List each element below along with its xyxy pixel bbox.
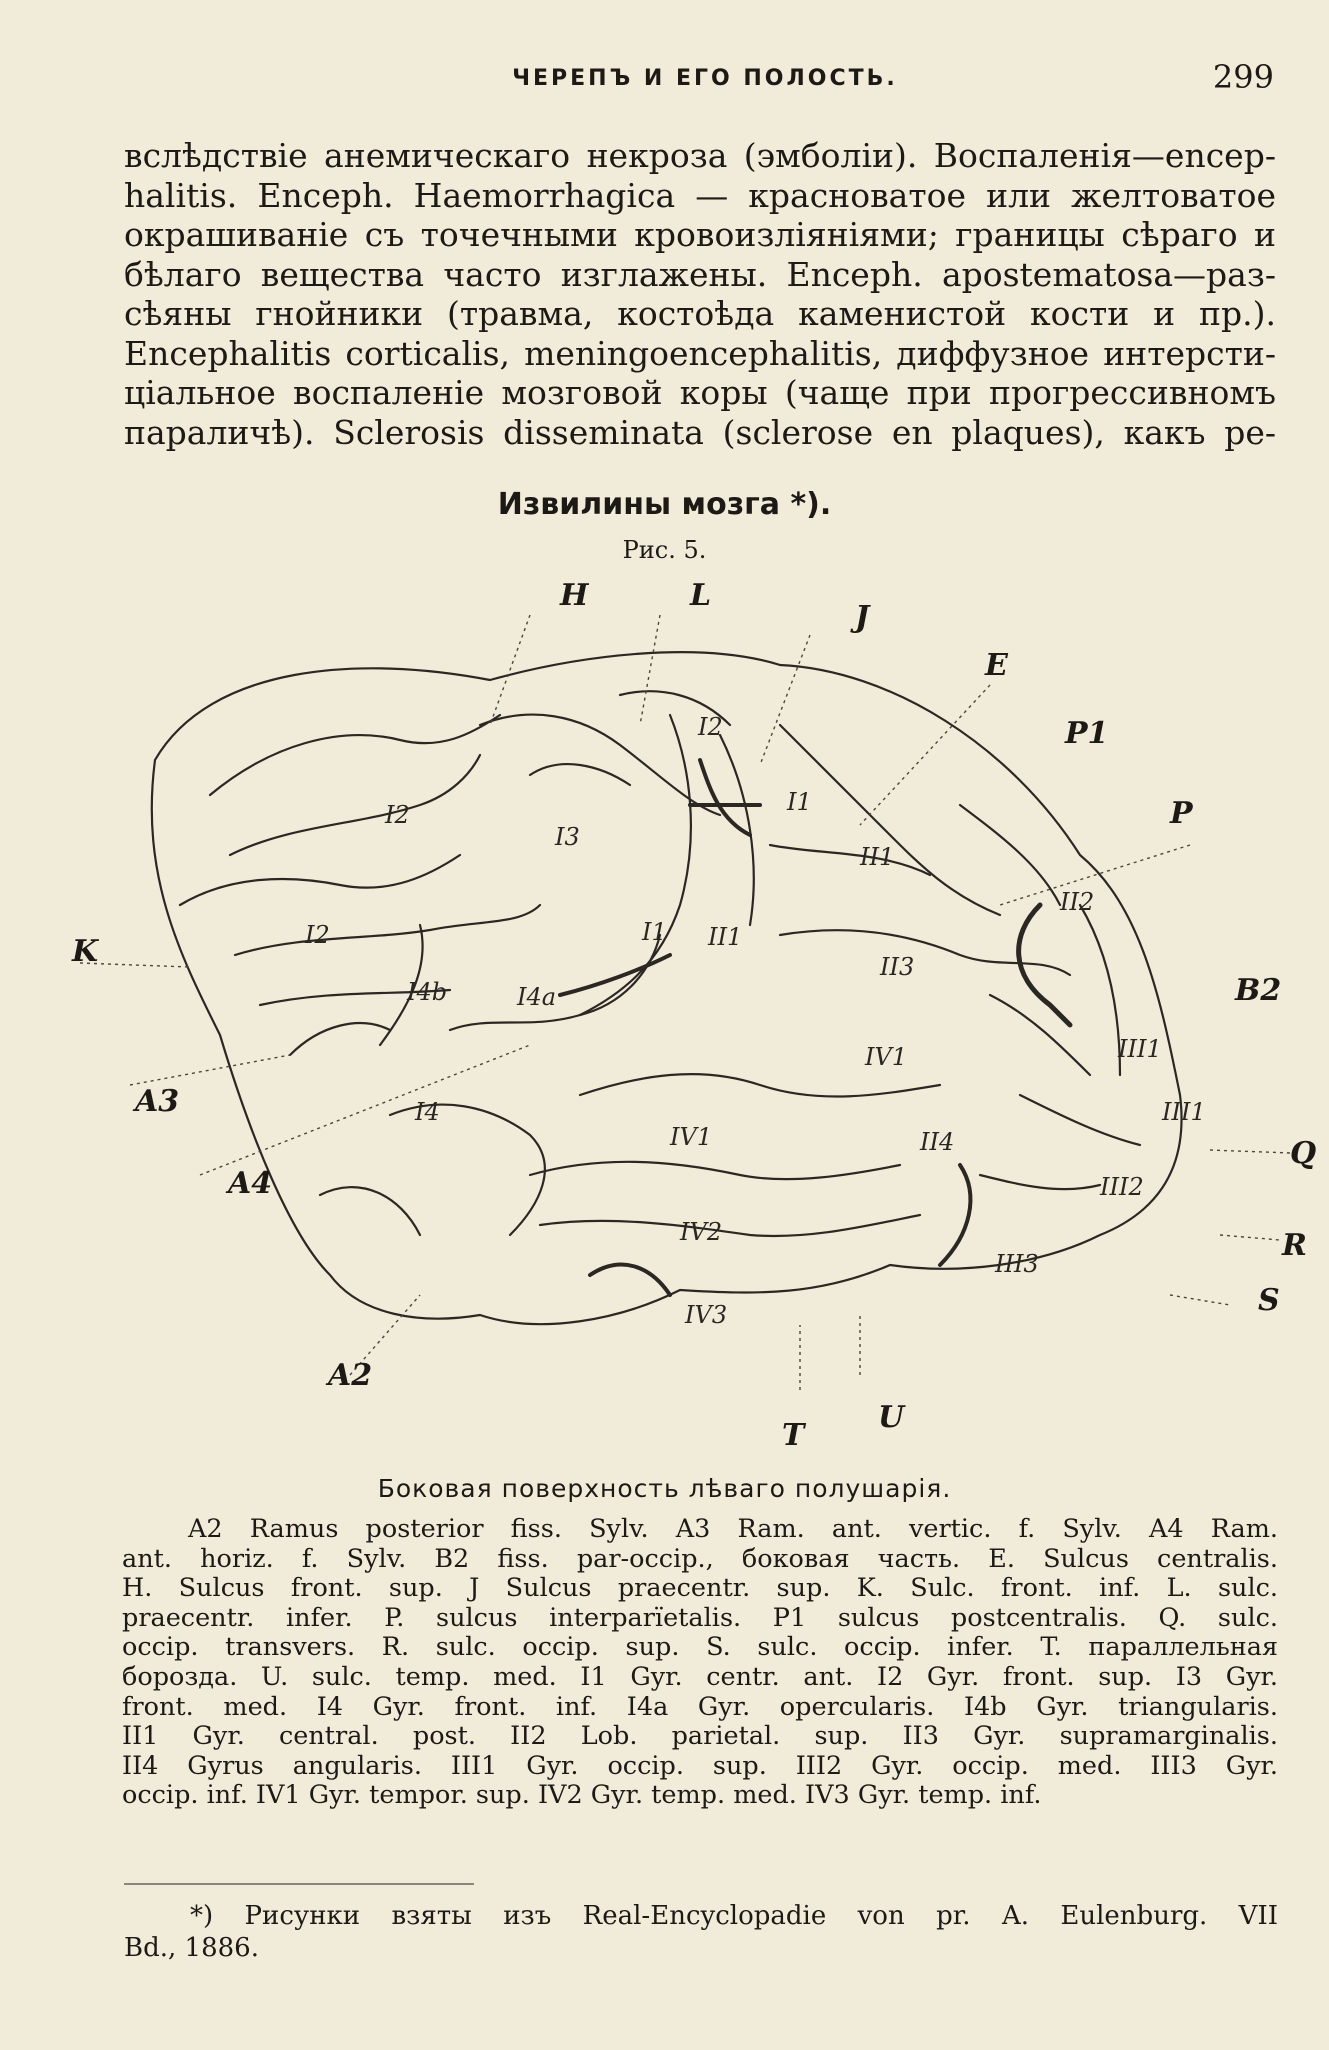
label-H: H — [560, 578, 589, 613]
footnote-line: *) Рисунки взяты изъ Real-Encyclopadie von pr. A. Eulenburg. VII — [190, 1901, 1278, 1931]
label-Q: Q — [1290, 1136, 1317, 1171]
figure-caption-title: Боковая поверхность лѣваго полушарія. — [377, 1474, 952, 1503]
gyrus-label: II1 — [860, 843, 895, 871]
label-T: T — [782, 1418, 805, 1453]
label-E: E — [985, 648, 1008, 683]
running-header — [130, 58, 1280, 98]
running-head-title: ЧЕРЕПЪ И ЕГО ПОЛОСТЬ. — [512, 66, 898, 91]
legend-line: occip. inf. IV1 Gyr. tempor. sup. IV2 Gyr. temp. med. IV3 Gyr. temp. inf. — [122, 1780, 1042, 1811]
gyrus-label: II3 — [880, 953, 915, 981]
gyrus-label: I1 — [787, 788, 812, 816]
gyrus-label: I2 — [385, 801, 410, 829]
body-paragraph — [124, 136, 1276, 452]
label-U: U — [878, 1400, 905, 1435]
legend-line: occip. transvers. R. sulc. occip. sup. S. sulc. occip. infer. T. параллельная — [122, 1632, 1278, 1663]
page-number: 299 — [1212, 58, 1274, 96]
gyrus-label: III2 — [1100, 1173, 1144, 1201]
body-line: вслѣдствіе анемическаго некроза (эмболіи). Воспаленія—encep- — [124, 136, 1276, 175]
label-R: R — [1282, 1228, 1307, 1263]
label-J: J — [855, 600, 870, 635]
brain-outline — [152, 652, 1182, 1324]
figure-title: Извилины мозга *). — [497, 487, 832, 522]
body-line: окрашиваніе съ точечными кровоизліяніями; границы сѣраго и — [124, 215, 1276, 254]
footnote-divider — [124, 1883, 474, 1885]
label-A4: A4 — [228, 1166, 273, 1201]
legend-line: II4 Gyrus angularis. III1 Gyr. occip. sup. III2 Gyr. occip. med. III3 Gyr. — [122, 1750, 1278, 1781]
body-line: ціальное воспаленіе мозговой коры (чаще при прогрессивномъ — [124, 373, 1276, 412]
gyrus-label: I4a — [517, 983, 557, 1011]
body-line: бѣлаго вещества часто изглажены. Enceph. apostematosa—раз- — [124, 254, 1276, 294]
gyrus-label: I2 — [698, 713, 723, 741]
leader-lines — [80, 615, 1290, 1390]
gyrus-label: III1 — [1162, 1098, 1206, 1126]
body-line: сѣяны гнойники (травма, костоѣда каменистой кости и пр.). — [124, 294, 1276, 333]
body-line: Encephalitis corticalis, meningoencephalitis, диффузное интерсти- — [124, 333, 1276, 373]
figure-legend — [122, 1515, 1278, 1811]
gyrus-label: III1 — [1118, 1035, 1162, 1063]
body-line: параличѣ). Sclerosis disseminata (sclerose en plaques), какъ ре- — [124, 412, 1276, 452]
gyrus-label: IV1 — [865, 1043, 908, 1071]
legend-line: praecentr. infer. P. sulcus interparïetalis. P1 sulcus postcentralis. Q. sulc. — [122, 1602, 1278, 1633]
gyrus-label: I1 — [642, 918, 667, 946]
label-A2: A2 — [328, 1358, 373, 1393]
legend-line: II1 Gyr. central. post. II2 Lob. parietal. sup. II3 Gyr. supramarginalis. — [122, 1721, 1278, 1752]
gyrus-label: IV1 — [670, 1123, 713, 1151]
legend-line: ant. horiz. f. Sylv. B2 fiss. par-occip., боковая часть. E. Sulcus centralis. — [122, 1543, 1278, 1574]
legend-line: борозда. U. sulc. temp. med. I1 Gyr. centr. ant. I2 Gyr. front. sup. I3 Gyr. — [122, 1661, 1278, 1692]
gyrus-label: IV2 — [680, 1218, 723, 1246]
gyrus-label: II4 — [920, 1128, 955, 1156]
gyrus-label: I4b — [407, 978, 448, 1006]
gyrus-label: II1 — [708, 923, 743, 951]
label-P1: P1 — [1065, 716, 1109, 751]
body-line: halitis. Enceph. Haemorrhagica — красноватое или желтоватое — [124, 175, 1276, 215]
gyrus-label: I3 — [555, 823, 580, 851]
label-P: P — [1170, 796, 1193, 831]
gyrus-label: III3 — [995, 1250, 1039, 1278]
label-L: L — [690, 578, 712, 613]
gyrus-label: II2 — [1060, 888, 1095, 916]
gyrus-label: I4 — [415, 1098, 440, 1126]
gyrus-label: IV3 — [685, 1301, 728, 1329]
label-S: S — [1258, 1283, 1280, 1318]
footnote-line: Bd., 1886. — [124, 1933, 259, 1963]
legend-line: A2 Ramus posterior fiss. Sylv. A3 Ram. ant. vertic. f. Sylv. A4 Ram. — [188, 1514, 1278, 1544]
gyrus-label: I2 — [305, 921, 330, 949]
legend-line: front. med. I4 Gyr. front. inf. I4a Gyr. opercularis. I4b Gyr. triangularis. — [122, 1691, 1278, 1722]
label-A3: A3 — [135, 1084, 180, 1119]
label-B2: B2 — [1235, 973, 1282, 1008]
label-K: K — [72, 934, 99, 969]
brain-lateral-surface-illustration — [60, 575, 1320, 1475]
figure-number: Рис. 5. — [622, 536, 707, 564]
footnote — [124, 1900, 1278, 1964]
legend-line: H. Sulcus front. sup. J Sulcus praecentr. sup. K. Sulc. front. inf. L. sulc. — [122, 1573, 1278, 1604]
